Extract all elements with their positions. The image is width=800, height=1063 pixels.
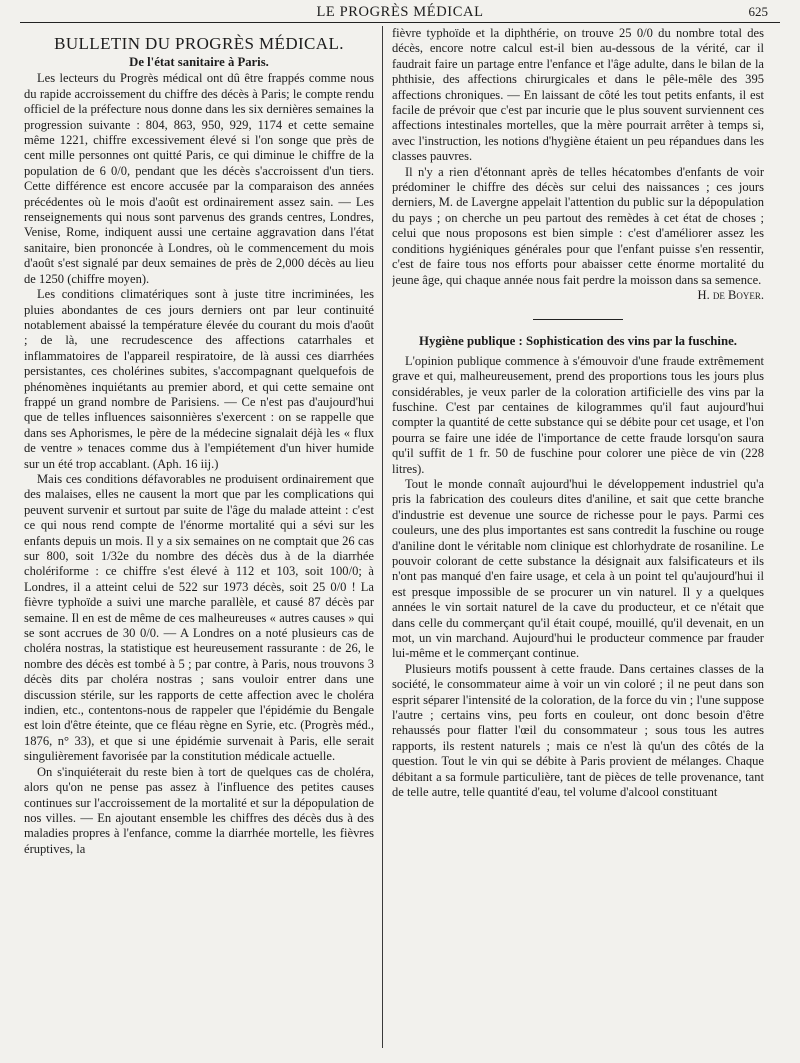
section-separator	[533, 319, 623, 320]
paragraph: L'opinion publique commence à s'émouvoir d'une fraude extrêmement grave et qui, malheureusement, prend des proportions tous les jours plus considérables, je veux parler de la coloration artificielle des vins par la fuschine. C'est par centaines de kilogrammes qu'il faut aujourd'hui compter la quantité de cette substance qui se débite pour cet usage, et l'on pourra se faire une idée de l'importance de cette fraude lorsqu'on saura qu'il suffit de 1 fr. 50 de fuschine pour colorer une pièce de vin (228 litres).	[392, 353, 764, 476]
running-head	[20, 2, 780, 23]
paragraph: Les conditions climatériques sont à juste titre incriminées, les pluies abondantes de ces jours derniers ont par leur continuité notablement abaissé la température élevée du courant du mois d'août ; de là, une recrudescence des affections catarrhales et inflammatoires de l'appareil respiratoire, de là aussi ces diarrhées persistantes, ces cholérines subites, s'accompagnant quelquefois de phénomènes inquiétants au premier abord, et qui cette semaine ont frappé un grand nombre de Parisiens. — Ce n'est pas d'aujourd'hui que de telles influences saisonnières s'exercent : on se rappelle que dans ses Aphorismes, le père de la médecine signalait déjà les « flux de ventre » tenaces comme dus à l'empiétement d'un hiver humide sur un été trop accablant. (Aph. 16 iij.)	[24, 287, 374, 471]
column-divider	[382, 26, 383, 1048]
author-signature: H. de Boyer.	[697, 287, 764, 302]
right-column	[392, 26, 764, 1048]
paragraph: Tout le monde connaît aujourd'hui le développement industriel qu'a pris la fabrication des couleurs dites d'aniline, et sait que cette branche d'industrie est devenue une source de richesse pour le pays. Parmi ces couleurs, une des plus importantes est sans contredit la fuschine ou rouge d'aniline dont le véritable nom clinique est chlorhydrate de rosaniline. Le pouvoir colorant de cette substance la désignait aux falsificateurs et ils n'ont pas manqué d'en faire usage, et cela à un point tel qu'aujourd'hui il est presque impossible de se procurer un vin naturel. Il y a quelques années le vin sortait naturel de la cave du producteur, et ce n'était que dans celle du commerçant qu'il était coupé, mouillé, qu'il devenait, en un mot, un vin marchand. Aujourd'hui le producteur commence par frauder lui-même et le commerçant continue.	[392, 476, 764, 661]
bulletin-title: BULLETIN DU PROGRÈS MÉDICAL.	[54, 34, 344, 53]
left-column	[24, 26, 374, 1048]
running-title: LE PROGRÈS MÉDICAL	[316, 4, 484, 20]
page-number: 625	[748, 4, 768, 19]
paragraph: On s'inquiéterait du reste bien à tort de quelques cas de choléra, alors qu'on ne pense pas assez à l'influence des petites causes continues sur l'accroissement de la mortalité et sur la dépopulation de nos villes. — En ajoutant ensemble les chiffres des décès dus à des maladies propres à l'enfance, comme la diarrhée mortelle, les fièvres éruptives, la	[24, 764, 374, 856]
paragraph: Les lecteurs du Progrès médical ont dû être frappés comme nous du rapide accroissement du chiffre des décès à Paris; le compte rendu officiel de la préfecture nous donne dans les six dernières semaines la progression suivante : 804, 863, 950, 929, 1174 et cette semaine même 1221, chiffre excessivement élevé si l'on songe que près de cent mille personnes ont quitté Paris, ce qui diminue le chiffre de la population de 6 0/0, pendant que les décès s'accroissent d'un tiers. Cette différence est encore accusée par la comparaison des années précédentes où le mois d'août est ordinairement assez sain. — Les renseignements qui nous sont parvenus des grands centres, Londres, Venise, Rome, indiquent aussi une certaine aggravation dans l'état sanitaire, bien prononcée à Londres, où le commencement du mois d'août s'est signalé par deux semaines de près de 2,000 décès au lieu de 1250 (chiffre moyen).	[24, 71, 374, 286]
section-title-sanitary: De l'état sanitaire à Paris.	[129, 55, 269, 70]
paragraph: Plusieurs motifs poussent à cette fraude. Dans certaines classes de la société, le consommateur aime à voir un vin coloré ; il ne peut dans son esprit séparer l'intensité de la coloration, de la force du vin ; l'une suppose l'autre ; certains vins, peu forts en couleur, ont donc besoin d'être rehaussés pour flatter l'œil du consommateur ; sous tous les autres rapports, ils restent naturels ; mais ce n'est là qu'un des côtés de la question. Tout le vin qui se débite à Paris provient de mélanges. Chaque débitant a sa formule particulière, tant de pièces de telle provenance, tant de telle autre, telle quantité d'eau, tel volume d'alcool constituant	[392, 661, 764, 800]
paragraph-continued: fièvre typhoïde et la diphthérie, on trouve 25 0/0 du nombre total des décès, encore notre calcul est-il bien au-dessous de la vérité, car il faudrait faire un partage entre l'enfance et l'âge adulte, dans le bilan de la phthisie, des affections chirurgicales et dans le pêle-mêle des 395 affections chroniques. — En laissant de côté les tout petits enfants, il est facile de prévoir que c'est par incurie que le plus souvent surviennent ces affections intestinales mortelles, que la mère pourrait arrêter à temps si, avec l'instruction, les notions d'hygiène étaient un peu répandues dans les classes pauvres.	[392, 26, 764, 164]
paragraph: Il n'y a rien d'étonnant après de telles hécatombes d'enfants de voir prédominer le chiffre des décès sur celui des naissances ; ces jours derniers, M. de Lavergne appelait l'attention du public sur la dépopulation du pays ; on cherche un peu partout des remèdes à cet état de choses ; celui que nous proposons est bien simple : c'est d'améliorer assez les conditions hygiéniques générales pour que l'enfant puisse s'en ressentir, c'est de faire tous nos efforts pour abaisser cette énorme mortalité du jeune âge, qui chaque année nous fait perdre la moisson dans sa semence.	[392, 164, 764, 287]
section-title-hygiene: Hygiène publique : Sophistication des vins par la fuschine.	[419, 334, 737, 349]
paragraph: Mais ces conditions défavorables ne produisent ordinairement que des malaises, elles ne causent la mort que par les complications qui peuvent survenir et surtout par suite de l'âge du malade atteint : c'est ce qui nous rend compte de l'énorme mortalité qui a sévi sur les enfants depuis un mois. Il y a six semaines on ne comptait que 26 cas sur 800, soit 1/32e du nombre des décès dus à de la diarrhée cholériforme : ce chiffre s'est élevé à 112 et 103, soit 100/0; à Londres, il a atteint celui de 522 sur 1973 décès, soit 25 0/0 ! La fièvre typhoïde a suivi une marche parallèle, et causé 87 décès par semaine. Il en est de même de ces malheureuses « autres causes » qui se sont accrues de 30 0/0. — A Londres on a noté plusieurs cas de choléra nostras, la statistique est heureusement rassurante : de 26, le nombre des décès est tombé à 5 ; par contre, à Paris, nous trouvons 3 décès dits par choléra nostras ; sans vouloir entrer dans une discussion stérile, sur les rapports de cette affection avec le choléra indien, etc., contentons-nous de rappeler que l'épidémie du Bengale est loin d'être éteinte, que ce fléau règne en Syrie, etc. (Progrès méd., 1876, n° 33), et que si une épidémie survenait à Paris, elle serait singulièrement favorisée par la constitution médicale actuelle.	[24, 471, 374, 764]
